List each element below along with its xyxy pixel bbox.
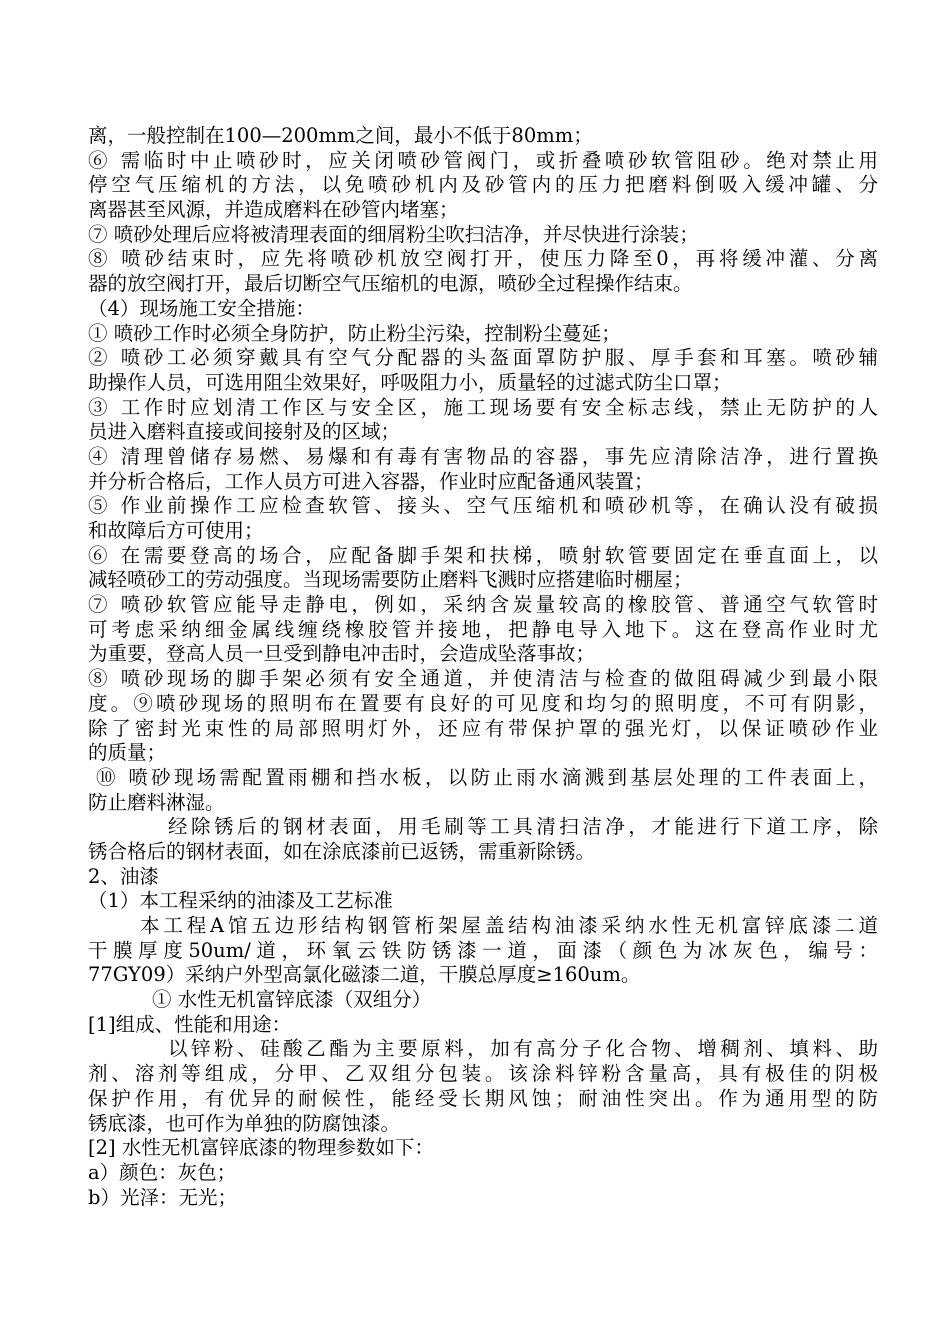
text-line: 保护作用，有优异的耐候性，能经受长期风蚀；耐油性突出。作为通用型的防 <box>88 1086 878 1110</box>
text-line: 离器甚至风源，并造成磨料在砂管内堵塞； <box>88 198 459 222</box>
text-line: ⑤ 作业前操作工应检查软管、接头、空气压缩机和喷砂机等，在确认没有破损 <box>88 494 878 518</box>
text-line: ⑩ 喷砂现场需配置雨棚和挡水板，以防止雨水滴溅到基层处理的工件表面上， <box>96 765 878 789</box>
text-line: 2、油漆 <box>88 864 159 888</box>
text-line: 防止磨料淋湿。 <box>88 790 225 814</box>
text-line: 以锌粉、硅酸乙酯为主要原料，加有高分子化合物、增稠剂、填料、助 <box>168 1037 878 1061</box>
text-line: ⑥ 在需要登高的场合，应配备脚手架和扶梯，喷射软管要固定在垂直面上，以 <box>88 543 878 567</box>
text-line: 锈底漆，也可作为单独的防腐蚀漆。 <box>88 1111 401 1135</box>
text-line: 助操作人员，可选用阻尘效果好，呼吸阻力小，质量轻的过滤式防尘口罩； <box>88 370 732 394</box>
text-line: ⑦ 喷砂处理后应将被清理表面的细屑粉尘吹扫洁净，并尽快进行涂装； <box>88 222 699 246</box>
text-line: a）颜色：灰色； <box>88 1160 237 1184</box>
text-line: 剂、溶剂等组成，分甲、乙双组分包装。该涂料锌粉含量高，具有极佳的阴极 <box>88 1062 878 1086</box>
text-line: ① 喷砂工作时必须全身防护，防止粉尘污染，控制粉尘蔓延； <box>88 321 621 345</box>
text-line: （4）现场施工安全措施： <box>88 296 315 320</box>
document-page <box>88 124 878 1210</box>
text-line: ⑧ 喷砂结束时，应先将喷砂机放空阀打开，使压力降至0，再将缓冲灌、分离 <box>88 247 878 271</box>
text-line: 并分析合格后，工作人员方可进入容器，作业时应配备通风装置； <box>88 469 654 493</box>
text-line: 77GY09）采纳户外型高氯化磁漆二道，干膜总厚度≥160um。 <box>88 963 641 987</box>
text-line: 停空气压缩机的方法，以免喷砂机内及砂管内的压力把磨料倒吸入缓冲罐、分 <box>88 173 878 197</box>
text-line: 为重要，登高人员一旦受到静电冲击时，会造成坠落事故； <box>88 642 596 666</box>
text-line: 干膜厚度50um/道，环氧云铁防锈漆一道，面漆（颜色为冰灰色，编号： <box>88 938 878 962</box>
text-line: ① 水性无机富锌底漆（双组分） <box>152 988 432 1012</box>
text-line: 和故障后方可使用； <box>88 519 264 542</box>
text-line: 度。⑨喷砂现场的照明布在置要有良好的可见度和均匀的照明度，不可有阴影， <box>88 691 878 715</box>
text-line: 除了密封光束性的局部照明灯外，还应有带保护罩的强光灯，以保证喷砂作业 <box>88 716 878 740</box>
text-line: （1）本工程采纳的油漆及工艺标准 <box>88 889 393 913</box>
text-line: ③ 工作时应划清工作区与安全区，施工现场要有安全标志线，禁止无防护的人 <box>88 395 878 419</box>
text-line: [2] 水性无机富锌底漆的物理参数如下： <box>88 1136 434 1160</box>
text-line: ⑥ 需临时中止喷砂时，应关闭喷砂管阀门，或折叠喷砂软管阻砂。绝对禁止用 <box>88 148 878 172</box>
text-line: 可考虑采纳细金属线缠绕橡胶管并接地，把静电导入地下。这在登高作业时尤 <box>88 617 878 641</box>
text-line: 本工程A馆五边形结构钢管桁架屋盖结构油漆采纳水性无机富锌底漆二道 <box>140 914 878 937</box>
text-line: ⑦ 喷砂软管应能导走静电，例如，采纳含炭量较高的橡胶管、普通空气软管时 <box>88 593 878 617</box>
text-line: 器的放空阀打开，最后切断空气压缩机的电源，喷砂全过程操作结束。 <box>88 272 693 296</box>
text-line: 员进入磨料直接或间接射及的区域； <box>88 420 401 444</box>
text-line: 减轻喷砂工的劳动强度。当现场需要防止磨料飞溅时应搭建临时棚屋； <box>88 568 693 592</box>
text-line: ④ 清理曾储存易燃、易爆和有毒有害物品的容器，事先应清除洁净，进行置换 <box>88 444 878 468</box>
text-line: 离，一般控制在100—200mm之间，最小不低于80mm； <box>88 124 593 147</box>
text-line: [1]组成、性能和用途： <box>88 1012 292 1036</box>
text-line: ⑧ 喷砂现场的脚手架必须有安全通道，并使清洁与检查的做阻碍减少到最小限 <box>88 667 878 691</box>
text-line: ② 喷砂工必须穿戴具有空气分配器的头盔面罩防护服、厚手套和耳塞。喷砂辅 <box>88 346 878 370</box>
text-line: 经除锈后的钢材表面，用毛刷等工具清扫洁净，才能进行下道工序，除 <box>168 815 878 839</box>
text-line: 锈合格后的钢材表面，如在涂底漆前已返锈，需重新除锈。 <box>88 839 596 863</box>
text-line: 的质量； <box>88 741 167 765</box>
text-line: b）光泽：无光； <box>88 1185 237 1209</box>
